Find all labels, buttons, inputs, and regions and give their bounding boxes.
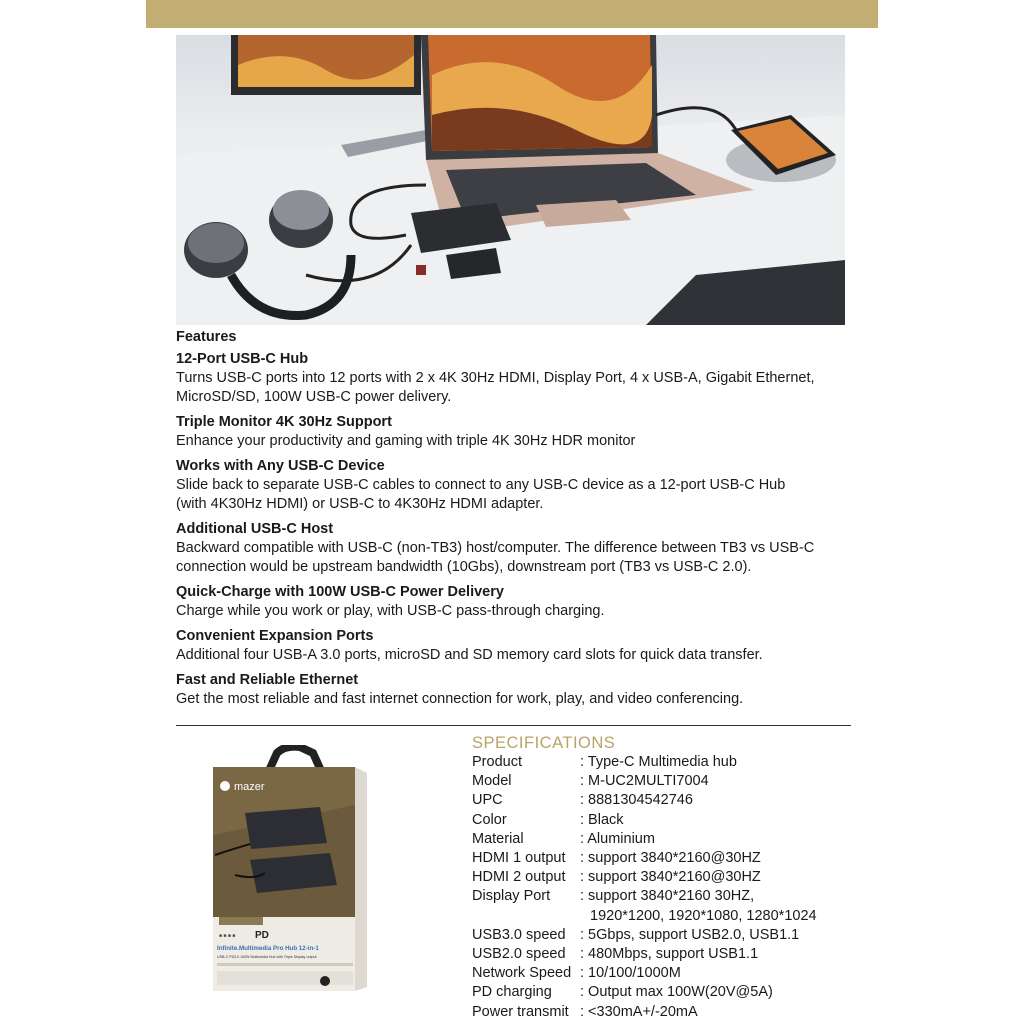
spec-value-continuation: 1920*1200, 1920*1080, 1280*1024: [590, 907, 817, 924]
hero-photo-illustration: [176, 35, 845, 325]
feature-title: Additional USB-C Host: [176, 521, 334, 537]
spec-row: [472, 945, 852, 964]
spec-value: : support 3840*2160@30HZ: [580, 850, 761, 867]
features-heading: Features: [176, 329, 237, 345]
feature-title: Quick-Charge with 100W USB-C Power Delivery: [176, 584, 504, 600]
spec-row: [472, 887, 852, 906]
feature-item: [176, 583, 856, 621]
feature-description: (with 4K30Hz HDMI) or USB-C to 4K30Hz HDMI adapter.: [176, 496, 544, 512]
feature-title: 12-Port USB-C Hub: [176, 351, 309, 367]
spec-label: UPC: [472, 792, 503, 809]
spec-label: Product: [472, 754, 522, 770]
spec-label: Network Speed: [472, 965, 572, 982]
spec-label: USB3.0 speed: [472, 926, 566, 943]
feature-description: Backward compatible with USB-C (non-TB3) host/computer. The difference between TB3 vs USB-C: [176, 540, 815, 556]
feature-description: Charge while you work or play, with USB-C pass-through charging.: [176, 603, 605, 619]
specifications-list: [472, 753, 852, 1022]
spec-row: [472, 1003, 852, 1022]
spec-label: USB2.0 speed: [472, 946, 566, 963]
feature-item: [176, 520, 856, 577]
spec-row: [472, 811, 852, 830]
spec-value: : Type-C Multimedia hub: [580, 754, 737, 770]
spec-value: : 480Mbps, support USB1.1: [580, 946, 759, 963]
feature-description: Turns USB-C ports into 12 ports with 2 x 4K 30Hz HDMI, Display Port, 4 x USB-A, Gigabit Ethernet,: [176, 370, 815, 386]
spec-row: [472, 964, 852, 983]
product-box-image: [205, 745, 375, 995]
spec-value: : Black: [580, 811, 624, 828]
spec-row: [472, 926, 852, 945]
spec-row: [472, 753, 852, 772]
feature-item: [176, 457, 856, 514]
specifications-title: SPECIFICATIONS: [472, 734, 616, 752]
section-divider: [176, 725, 851, 726]
spec-value: : support 3840*2160 30HZ,: [580, 888, 755, 905]
box-product-subtitle: USB-C PD3.0 100W Multimedia Hub with Triple Display output: [217, 955, 317, 959]
specifications-section: [472, 732, 852, 1022]
spec-value: : Aluminium: [580, 830, 655, 847]
feature-description: Additional four USB-A 3.0 ports, microSD and SD memory card slots for quick data transfer.: [176, 647, 763, 663]
spec-value: : support 3840*2160@30HZ: [580, 869, 761, 886]
feature-description: connection would be upstream bandwidth (10Gbs), downstream port (TB3 vs USB-C 2.0).: [176, 559, 752, 575]
hero-product-photo: [176, 35, 845, 325]
spec-label: PD charging: [472, 984, 552, 1001]
feature-description: Enhance your productivity and gaming with triple 4K 30Hz HDR monitor: [176, 433, 636, 449]
box-brand-logo: mazer: [234, 781, 265, 793]
spec-label: Display Port: [472, 888, 551, 905]
feature-title: Convenient Expansion Ports: [176, 628, 374, 644]
spec-value: : <330mA+/-20mA: [580, 1003, 698, 1020]
spec-row: [472, 791, 852, 810]
spec-value: : 5Gbps, support USB2.0, USB1.1: [580, 926, 800, 943]
feature-description: Get the most reliable and fast internet connection for work, play, and video conferencing.: [176, 691, 744, 707]
spec-row: [472, 868, 852, 887]
feature-description: MicroSD/SD, 100W USB-C power delivery.: [176, 389, 452, 405]
spec-label: HDMI 1 output: [472, 850, 566, 867]
top-color-band: [146, 0, 878, 28]
box-pd-label: PD: [255, 930, 269, 941]
svg-text:■ ■ ■ ■: ■ ■ ■ ■: [219, 933, 236, 939]
feature-item: [176, 413, 856, 451]
feature-title: Works with Any USB-C Device: [176, 458, 385, 474]
spec-label: Color: [472, 811, 507, 828]
feature-item: [176, 671, 856, 709]
spec-value: : Output max 100W(20V@5A): [580, 984, 773, 1001]
spec-row: [472, 983, 852, 1002]
spec-label: Material: [472, 830, 524, 847]
feature-item: [176, 627, 856, 665]
feature-title: Fast and Reliable Ethernet: [176, 672, 359, 688]
feature-item: [176, 350, 856, 407]
spec-row: [472, 830, 852, 849]
spec-value: : 8881304542746: [580, 792, 693, 809]
spec-label: HDMI 2 output: [472, 869, 566, 886]
spec-label: Power transmit: [472, 1003, 569, 1020]
spec-value: : 10/100/1000M: [580, 965, 681, 982]
features-section: [176, 326, 856, 715]
features-list: [176, 350, 856, 709]
product-box-illustration: [205, 745, 375, 995]
spec-row: [472, 849, 852, 868]
feature-title: Triple Monitor 4K 30Hz Support: [176, 414, 392, 430]
spec-label: Model: [472, 773, 512, 790]
spec-row: [472, 772, 852, 791]
spec-value: : M-UC2MULTI7004: [580, 773, 709, 790]
feature-description: Slide back to separate USB-C cables to connect to any USB-C device as a 12-port USB-C Hub: [176, 477, 786, 493]
box-product-name: Infinite.Multimedia Pro Hub 12-in-1: [217, 945, 319, 952]
